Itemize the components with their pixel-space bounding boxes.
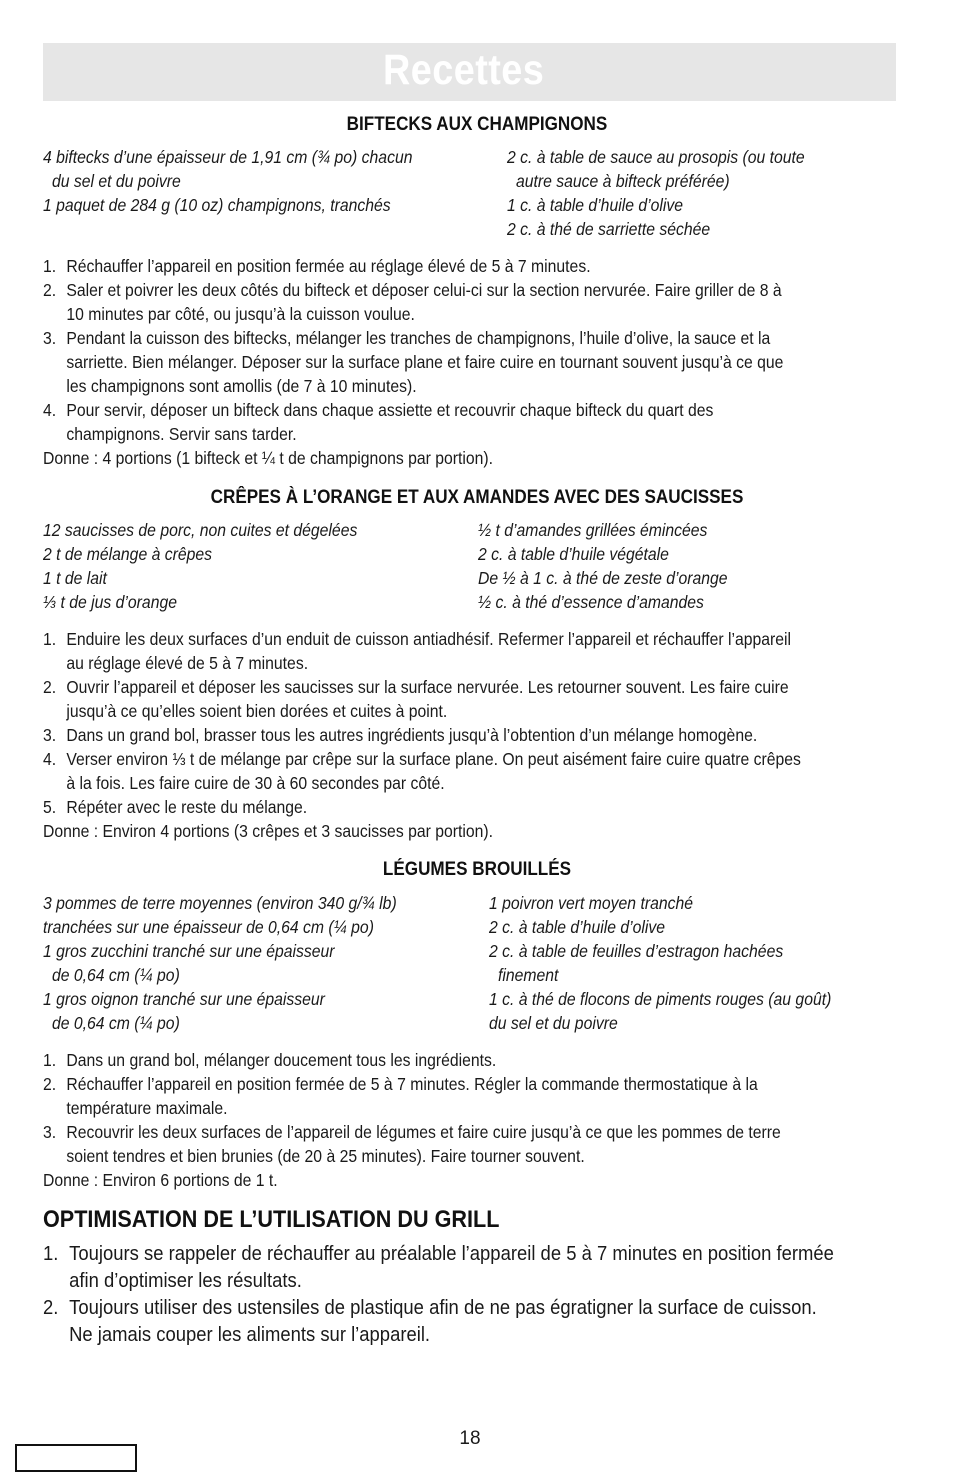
step-item	[43, 278, 898, 326]
step-line: à la fois. Les faire cuire de 30 à 60 secondes par côté.	[66, 773, 445, 793]
step-number: 1.	[43, 1050, 57, 1070]
step-item	[43, 627, 898, 675]
page-number: 18	[459, 1428, 481, 1449]
step-line: sarriette. Bien mélanger. Déposer sur la surface plane et faire cuire en tournant souvent jusqu’à ce que	[66, 352, 784, 372]
recipe-yield: Donne : Environ 6 portions de 1 t.	[43, 1170, 278, 1190]
title-banner	[43, 43, 896, 101]
step-line: les champignons sont amollis (de 7 à 10 minutes).	[66, 376, 417, 396]
ingredient-line: ½ t d’amandes grillées émincées	[478, 520, 708, 540]
recipe-title-legumes: LÉGUMES BROUILLÉS	[382, 859, 572, 880]
ingredient-line: 1 paquet de 284 g (10 oz) champignons, tranchés	[43, 195, 391, 215]
step-item	[43, 795, 898, 819]
ingredient-line: 2 c. à table d’huile d’olive	[489, 917, 665, 937]
ingredient-line: tranchées sur une épaisseur de 0,64 cm (¼ po)	[43, 917, 374, 937]
ingredient-line: 3 pommes de terre moyennes (environ 340 g/¾ lb)	[43, 893, 397, 913]
step-line: au réglage élevé de 5 à 7 minutes.	[66, 653, 309, 673]
tips-list	[43, 1240, 907, 1348]
ingredient-line: ⅓ t de jus d’orange	[43, 592, 177, 612]
step-number: 3.	[43, 328, 57, 348]
step-line: jusqu’à ce qu’elles soient bien dorées et cuites à point.	[66, 701, 448, 721]
recipe-steps	[43, 254, 898, 470]
step-line: Verser environ ⅓ t de mélange par crêpe sur la surface plane. On peut aisément faire cuire quatre crêpes	[66, 749, 801, 769]
step-line: Réchauffer l’appareil en position fermée de 5 à 7 minutes. Régler la commande thermostatique à la	[66, 1074, 758, 1094]
ingredient-line: autre sauce à bifteck préférée)	[516, 171, 730, 191]
step-item	[43, 1072, 898, 1120]
step-line: champignons. Servir sans tarder.	[66, 424, 297, 444]
step-line: Recouvrir les deux surfaces de l’appareil de légumes et faire cuire jusqu’à ce que les pommes de terre	[66, 1122, 781, 1142]
ingredient-line: 12 saucisses de porc, non cuites et dégelées	[43, 520, 358, 540]
step-line: Saler et poivrer les deux côtés du bifteck et déposer celui-ci sur la section nervurée. Faire griller de 8 à	[66, 280, 782, 300]
step-item	[43, 747, 898, 795]
step-line: Réchauffer l’appareil en position fermée au réglage élevé de 5 à 7 minutes.	[66, 256, 591, 276]
ingredients-right	[489, 891, 831, 1035]
step-number: 4.	[43, 749, 57, 769]
recipe-title-biftecks: BIFTECKS AUX CHAMPIGNONS	[346, 114, 608, 135]
step-number: 2.	[43, 677, 57, 697]
recipe-yield: Donne : Environ 4 portions (3 crêpes et 3 saucisses par portion).	[43, 821, 493, 841]
ingredient-line: ½ c. à thé d’essence d’amandes	[478, 592, 704, 612]
step-item	[43, 675, 898, 723]
ingredient-line: 1 gros zucchini tranché sur une épaisseur	[43, 941, 335, 961]
ingredients-right	[478, 518, 728, 614]
step-line: Ouvrir l’appareil et déposer les saucisses sur la surface nervurée. Les retourner souvent. Les faire cuire	[66, 677, 789, 697]
step-line: température maximale.	[66, 1098, 228, 1118]
tip-line: Ne jamais couper les aliments sur l’appareil.	[69, 1323, 431, 1346]
tips-title: OPTIMISATION DE L’UTILISATION DU GRILL	[43, 1206, 500, 1233]
ingredient-line: 1 poivron vert moyen tranché	[489, 893, 693, 913]
ingredient-line: 2 c. à table de feuilles d’estragon hachées	[489, 941, 784, 961]
ingredient-line: De ½ à 1 c. à thé de zeste d’orange	[478, 568, 728, 588]
ingredient-line: 1 t de lait	[43, 568, 107, 588]
page-title: Recettes	[383, 46, 545, 94]
step-item	[43, 254, 898, 278]
step-line: Dans un grand bol, brasser tous les autres ingrédients jusqu’à l’obtention d’un mélange homogène.	[66, 725, 758, 745]
ingredients-left	[43, 518, 357, 614]
step-item	[43, 326, 898, 398]
recipe-steps	[43, 1048, 898, 1192]
tip-item	[43, 1294, 907, 1348]
recipe-steps	[43, 627, 898, 843]
step-number: 4.	[43, 400, 57, 420]
step-item	[43, 398, 898, 446]
ingredients-right	[507, 145, 805, 241]
recipe-yield: Donne : 4 portions (1 bifteck et ¼ t de champignons par portion).	[43, 448, 494, 468]
step-item	[43, 1048, 898, 1072]
ingredients-left	[43, 145, 412, 217]
step-number: 5.	[43, 797, 57, 817]
ingredients-left	[43, 891, 397, 1035]
step-line: soient tendres et bien brunies (de 20 à 25 minutes). Faire tourner souvent.	[66, 1146, 585, 1166]
ingredient-line: 2 t de mélange à crêpes	[43, 544, 212, 564]
tip-line: Toujours se rappeler de réchauffer au préalable l’appareil de 5 à 7 minutes en position fermée	[69, 1242, 834, 1265]
ingredient-line: 1 c. à table d’huile d’olive	[507, 195, 683, 215]
ingredient-line: 4 biftecks d’une épaisseur de 1,91 cm (¾ po) chacun	[43, 147, 413, 167]
step-number: 3.	[43, 725, 57, 745]
step-number: 3.	[43, 1122, 57, 1142]
ingredient-line: 2 c. à table d’huile végétale	[478, 544, 669, 564]
step-line: Dans un grand bol, mélanger doucement tous les ingrédients.	[66, 1050, 497, 1070]
ingredient-line: 1 c. à thé de flocons de piments rouges (au goût)	[489, 989, 832, 1009]
step-item	[43, 723, 898, 747]
step-number: 2.	[43, 1074, 57, 1094]
step-number: 1.	[43, 256, 57, 276]
tip-line: Toujours utiliser des ustensiles de plastique afin de ne pas égratigner la surface de cuisson.	[69, 1296, 817, 1319]
step-line: 10 minutes par côté, ou jusqu’à la cuisson voulue.	[66, 304, 415, 324]
ingredient-line: de 0,64 cm (¼ po)	[52, 965, 180, 985]
ingredient-line: du sel et du poivre	[52, 171, 181, 191]
step-number: 2.	[43, 280, 57, 300]
tip-item	[43, 1240, 907, 1294]
ingredient-line: du sel et du poivre	[489, 1013, 618, 1033]
footer-box	[15, 1444, 137, 1472]
ingredient-line: 2 c. à table de sauce au prosopis (ou toute	[507, 147, 805, 167]
ingredient-line: finement	[498, 965, 559, 985]
step-line: Pendant la cuisson des biftecks, mélanger les tranches de champignons, l’huile d’olive, la sauce et la	[66, 328, 771, 348]
ingredient-line: 2 c. à thé de sarriette séchée	[507, 219, 711, 239]
ingredient-line: 1 gros oignon tranché sur une épaisseur	[43, 989, 325, 1009]
tip-number: 1.	[43, 1242, 59, 1265]
ingredient-line: de 0,64 cm (¼ po)	[52, 1013, 180, 1033]
step-line: Enduire les deux surfaces d’un enduit de cuisson antiadhésif. Refermer l’appareil et réchauffer l’appareil	[66, 629, 792, 649]
step-line: Répéter avec le reste du mélange.	[66, 797, 308, 817]
recipe-title-crepes: CRÊPES À L’ORANGE ET AUX AMANDES AVEC DES SAUCISSES	[210, 487, 744, 508]
tip-number: 2.	[43, 1296, 59, 1319]
step-item	[43, 1120, 898, 1168]
tip-line: afin d’optimiser les résultats.	[69, 1269, 302, 1292]
step-number: 1.	[43, 629, 57, 649]
step-line: Pour servir, déposer un bifteck dans chaque assiette et recouvrir chaque bifteck du quart des	[66, 400, 714, 420]
